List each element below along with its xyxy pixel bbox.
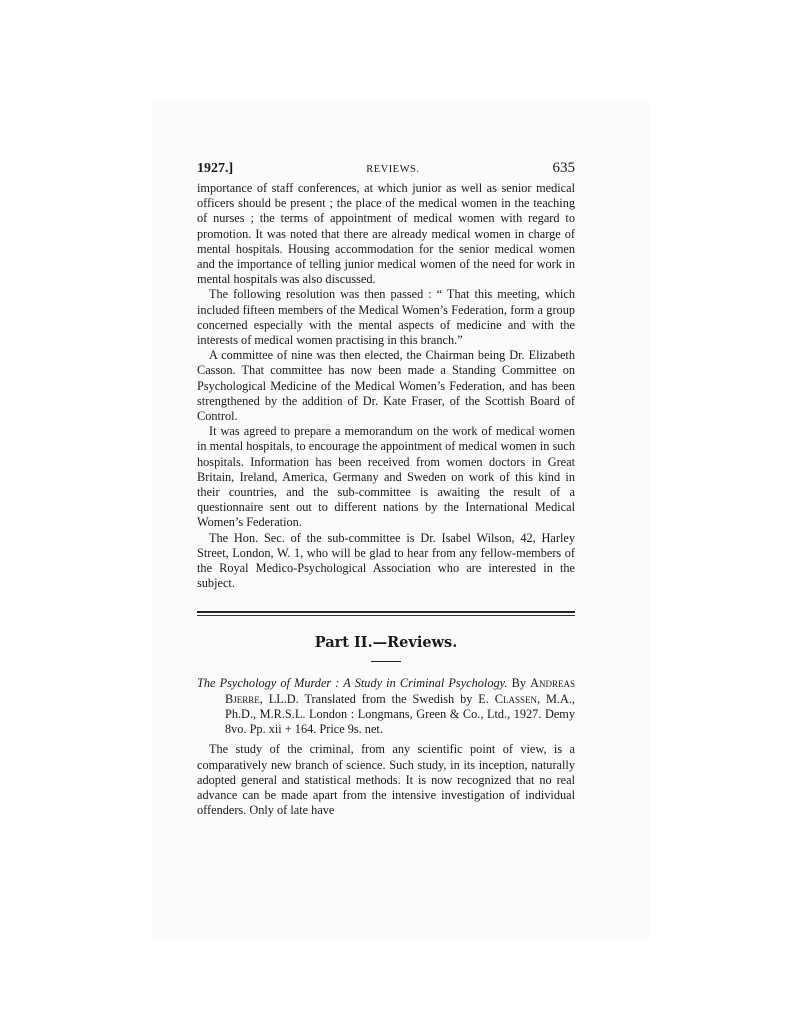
book-author: Andreas Bjerre [225,676,576,706]
publication-details: , M.A., Ph.D., M.R.S.L. London : Longmans, Green & Co., Ltd., 1927. Demy 8vo. Pp. xii + 164. Price 9s. net. [225,691,576,737]
book-translator: E. Classen [478,691,537,706]
paragraph-resolution: The following resolution was then passed : “ That this meeting, which included fifteen members of the Medical Women’s Federation, form a group concerned especially with the mental aspects of medicine and with the interests of medical women practising in this branch.” [197,287,575,348]
review-body: The study of the criminal, from any scientific point of view, is a comparatively new branch of science. Such study, in its inception, naturally adopted general and statistical methods. It is now recognized that no real advance can be made apart from the intensive investigation of individual offenders. Only of late have [197,742,575,818]
page-number: 635 [552,160,575,176]
section-divider [197,611,575,616]
paragraph-committee: A committee of nine was then elected, the Chairman being Dr. Elizabeth Casson. That committee has now been made a Standing Committee on Psychological Medicine of the Medical Women’s Federation, and has been strengthened by the addition of Dr. Kate Fraser, of the Scottish Board of Control. [197,348,575,424]
paragraph-hon-sec: The Hon. Sec. of the sub-committee is Dr. Isabel Wilson, 42, Harley Street, London, W. 1, who will be glad to hear from any fellow-members of the Royal Medico-Psychological Association who are interested in the subject. [197,530,575,591]
part-title: Part II.—Reviews. [314,634,458,652]
paragraph-continued: importance of staff conferences, at which junior as well as senior medical officers should be present ; the place of the medical women in the teaching of nurses ; the terms of appointment of medical women with regard to promotion. It was noted that there are already medical women in charge of mental hospitals. Housing accommodation for the senior medical women and the importance of telling junior medical women of the need for work in mental hospitals was also discussed. [197,181,575,287]
author-degree: , LL.D. [259,691,299,706]
paragraph-memorandum: It was agreed to prepare a memorandum on the work of medical women in mental hospitals, to encourage the appointment of medical women in such hospitals. Information has been received from women doctors in Great Britain, Ireland, America, Germany and Sweden on work of this kind in their countries, and the sub-committee is awaiting the result of a questionnaire sent out to different nations by the International Medical Women’s Federation. [197,424,575,530]
by-label: By [511,676,526,691]
review-citation [197,676,575,737]
divider-thin-rule [197,615,575,616]
journal-page [197,160,575,818]
translated-label: Translated from the Swedish by [304,691,473,706]
title-short-rule [371,661,401,662]
book-title: The Psychology of Murder : A Study in Criminal Psychology. [197,676,508,691]
header-section: REVIEWS. [366,164,420,175]
header-year: 1927.] [197,161,234,176]
running-head [197,160,575,177]
divider-thick-rule [197,611,575,613]
